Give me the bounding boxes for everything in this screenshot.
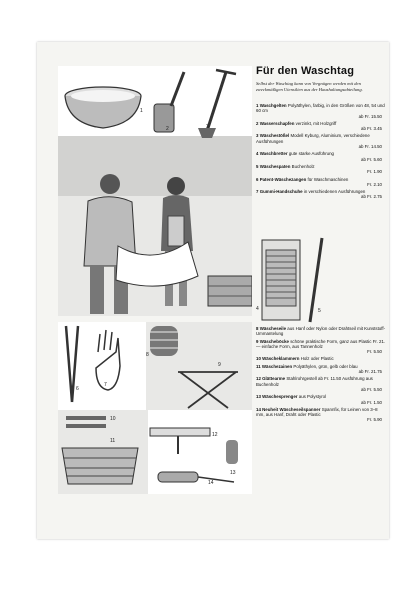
list-item: 9 Wäscheböcke schöne praktische Form, ganz aus Plastic Fr. 21.— einfache Form, aus Tannenholz Fr. 5.50 [256,338,386,355]
list-item: 4 Waschbretter gute starke Ausführung ab Fr. 5.60 [256,151,382,162]
list-item: 11 Wäschezainen Polyäthylen, grün, gelb oder blau ab Fr. 21.75 [256,363,382,375]
figure-number: 11 [110,438,116,444]
figure-number: 1 [140,108,143,114]
page-title: Für den Waschtag [256,65,355,77]
intro-text: Selbst der Waschtag kann von Vergnügen werden mit den zweckmäßigen Utensilien aus der Haushaltungsabteilung. [256,81,363,92]
figure-number: 9 [218,362,221,368]
list-item: 7 Gummi-Handschuhe in verschiedenen Ausführungen ab Fr. 2.75 [256,189,382,200]
list-item: 12 Glättearme Stahlrohrgestell ab Fr. 11.50 Ausführung aus Buchenholz ab Fr. 5.50 [256,376,382,392]
figure-number: 3 [206,124,209,130]
list-item: 8 Wäscheseile aus Hanf oder Nylon oder Drahtseil mit Kunststoff-Ummantelung [256,326,386,337]
illustration-washing-scene [58,66,252,316]
list-item: 1 Waschgelten Polyäthylen, farbig, in den Größen von 48, 54 und 60 cm ab Fr. 15.50 [256,103,385,119]
list-item: 6 Patent-Wäschezangen für Waschmaschinen Fr. 2.10 [256,176,382,187]
figure-number: 10 [110,416,116,422]
list-item: 3 Wäschestößel Modell Kyburg, Aluminium, verschiedene Ausführungen ab Fr. 14.50 [256,133,382,150]
figure-number: 14 [208,480,214,486]
figure-number: 12 [212,432,218,438]
product-list-top [256,103,386,202]
list-item: 14 Neuheit Wäscheseilspanner Spannfix, für Leinen von 3–8 mm, aus Hanf, Draht oder Plastic Fr. 5.90 [256,406,382,423]
illustration-tongs-gloves-rack [58,322,252,410]
figure-number: 13 [230,470,236,476]
figure-number: 2 [166,126,169,132]
figure-number: 5 [318,308,321,314]
product-list-bottom [256,326,386,425]
list-item: 2 Wasserschapfen verzinkt, mit Holzgriff ab Fr. 3.45 [256,120,382,132]
figure-number: 8 [146,352,149,358]
illustration-washboard [252,236,332,324]
figure-number: 4 [256,306,259,312]
list-item: 5 Wäschespaten Buchenholz Fr. 1.90 [256,163,382,175]
figure-number: 7 [104,382,107,388]
list-item: 10 Wäscheklammern Holz oder Plastic [256,356,334,362]
illustration-basket-pegs-arm [58,410,252,494]
figure-number: 6 [76,386,79,392]
list-item: 13 Wäschesprenger aus Polystyrol ab Fr. 1.50 [256,394,382,405]
